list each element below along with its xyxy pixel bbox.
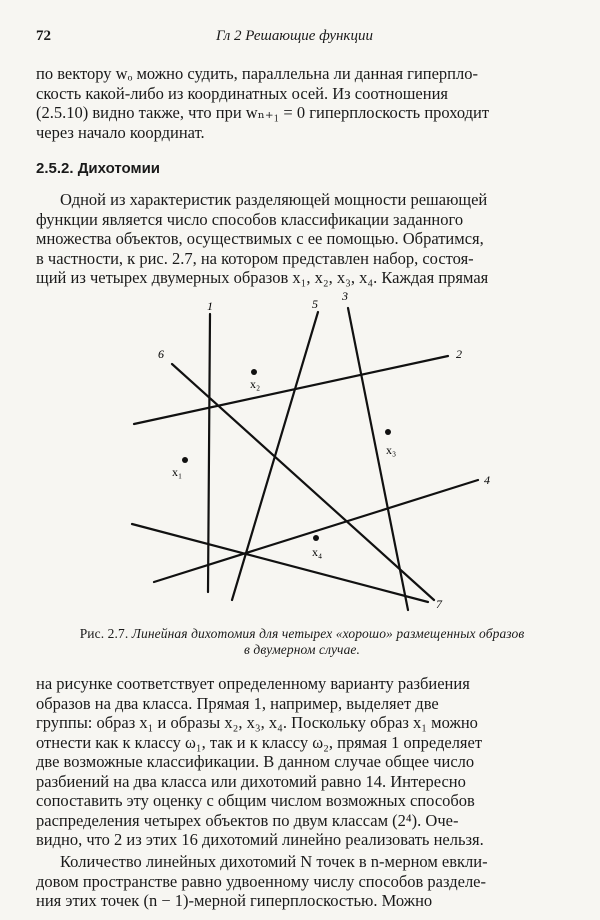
text-line: разбиений на два класса или дихотомий равно 14. Интересно xyxy=(36,771,466,791)
text-line: скость какой-либо из координатных осей. Из соотношения xyxy=(36,83,448,103)
figure-dichotomy xyxy=(110,292,490,622)
line-2 xyxy=(134,356,448,424)
figure-canvas xyxy=(110,292,490,622)
paragraph-2 xyxy=(36,190,568,288)
point-x3 xyxy=(385,429,391,435)
text-line: на рисунке соответствует определенному варианту разбиения xyxy=(36,674,470,693)
text-line: Одной из характеристик разделяющей мощности решающей xyxy=(60,190,488,209)
text-line: группы: образ x₁ и образы x₂, x₃, x₄. Поскольку образ x₁ можно xyxy=(36,713,478,732)
point-x4 xyxy=(313,535,319,541)
page-number: 72 xyxy=(36,28,51,44)
text-line: сопоставить эту оценку с общим числом возможных способов xyxy=(36,791,475,810)
paragraph-1 xyxy=(36,64,568,142)
text-line: в частности, к рис. 2.7, на котором представлен набор, состоя- xyxy=(36,248,474,268)
point-label-x1: x₁ xyxy=(172,465,183,479)
line-label-1: 1 xyxy=(207,299,213,313)
line-7 xyxy=(132,524,428,602)
caption-text: Линейная дихотомия для четырех «хорошо» размещенных образов xyxy=(131,626,525,641)
point-x1 xyxy=(182,457,188,463)
text-line: отнести как к классу ω₁, так и к классу ω₂, прямая 1 определяет xyxy=(36,732,483,752)
paragraph-3 xyxy=(36,674,568,850)
line-label-4: 4 xyxy=(484,473,490,487)
text-line: (2.5.10) видно также, что при wₙ₊₁ = 0 гиперплоскость проходит xyxy=(36,103,490,122)
caption-text-2: в двумерном случае. xyxy=(243,642,360,657)
text-line: довом пространстве равно удвоенному числу способов разделе- xyxy=(36,871,486,891)
point-label-x4: x₄ xyxy=(312,545,323,559)
text-line: две возможные классификации. В данном случае общее число xyxy=(36,752,475,771)
page-header xyxy=(36,28,568,50)
paragraph-4 xyxy=(36,852,568,911)
text-line: функции является число способов классификации заданного xyxy=(36,209,464,229)
point-label-x3: x₃ xyxy=(386,443,397,457)
line-1 xyxy=(208,314,210,592)
text-line: щий из четырех двумерных образов x₁, x₂, x₃, x₄. Каждая прямая xyxy=(36,268,489,287)
line-label-5: 5 xyxy=(312,297,318,311)
text-line: образов на два класса. Прямая 1, например, выделяет две xyxy=(36,693,439,713)
text-line: распределения четырех объектов по двум классам (2⁴). Оче- xyxy=(36,810,459,830)
point-label-x2: x₂ xyxy=(250,377,261,391)
caption-label: Рис. 2.7. xyxy=(79,626,129,641)
line-label-6: 6 xyxy=(158,347,164,361)
text-line: Количество линейных дихотомий N точек в n-мерном евкли- xyxy=(60,852,488,871)
line-3 xyxy=(348,308,408,610)
text-line: по вектору wₒ можно судить, параллельна ли данная гиперпло- xyxy=(36,64,478,83)
section-heading: 2.5.2. Дихотомии xyxy=(36,160,161,177)
line-4 xyxy=(154,480,478,582)
running-title: Гл 2 Решающие функции xyxy=(216,28,373,44)
text-line: ния этих точек (n − 1)-мерной гиперплоскостью. Можно xyxy=(36,891,433,910)
line-label-3: 3 xyxy=(342,292,348,303)
line-label-7: 7 xyxy=(436,597,442,611)
line-label-2: 2 xyxy=(456,347,462,361)
figure-caption xyxy=(36,626,568,658)
text-line: через начало координат. xyxy=(36,122,205,142)
text-line: множества объектов, осуществимых с ее помощью. Обратимся, xyxy=(36,229,484,248)
text-line: видно, что 2 из этих 16 дихотомий линейно реализовать нельзя. xyxy=(36,830,484,849)
point-x2 xyxy=(251,369,257,375)
